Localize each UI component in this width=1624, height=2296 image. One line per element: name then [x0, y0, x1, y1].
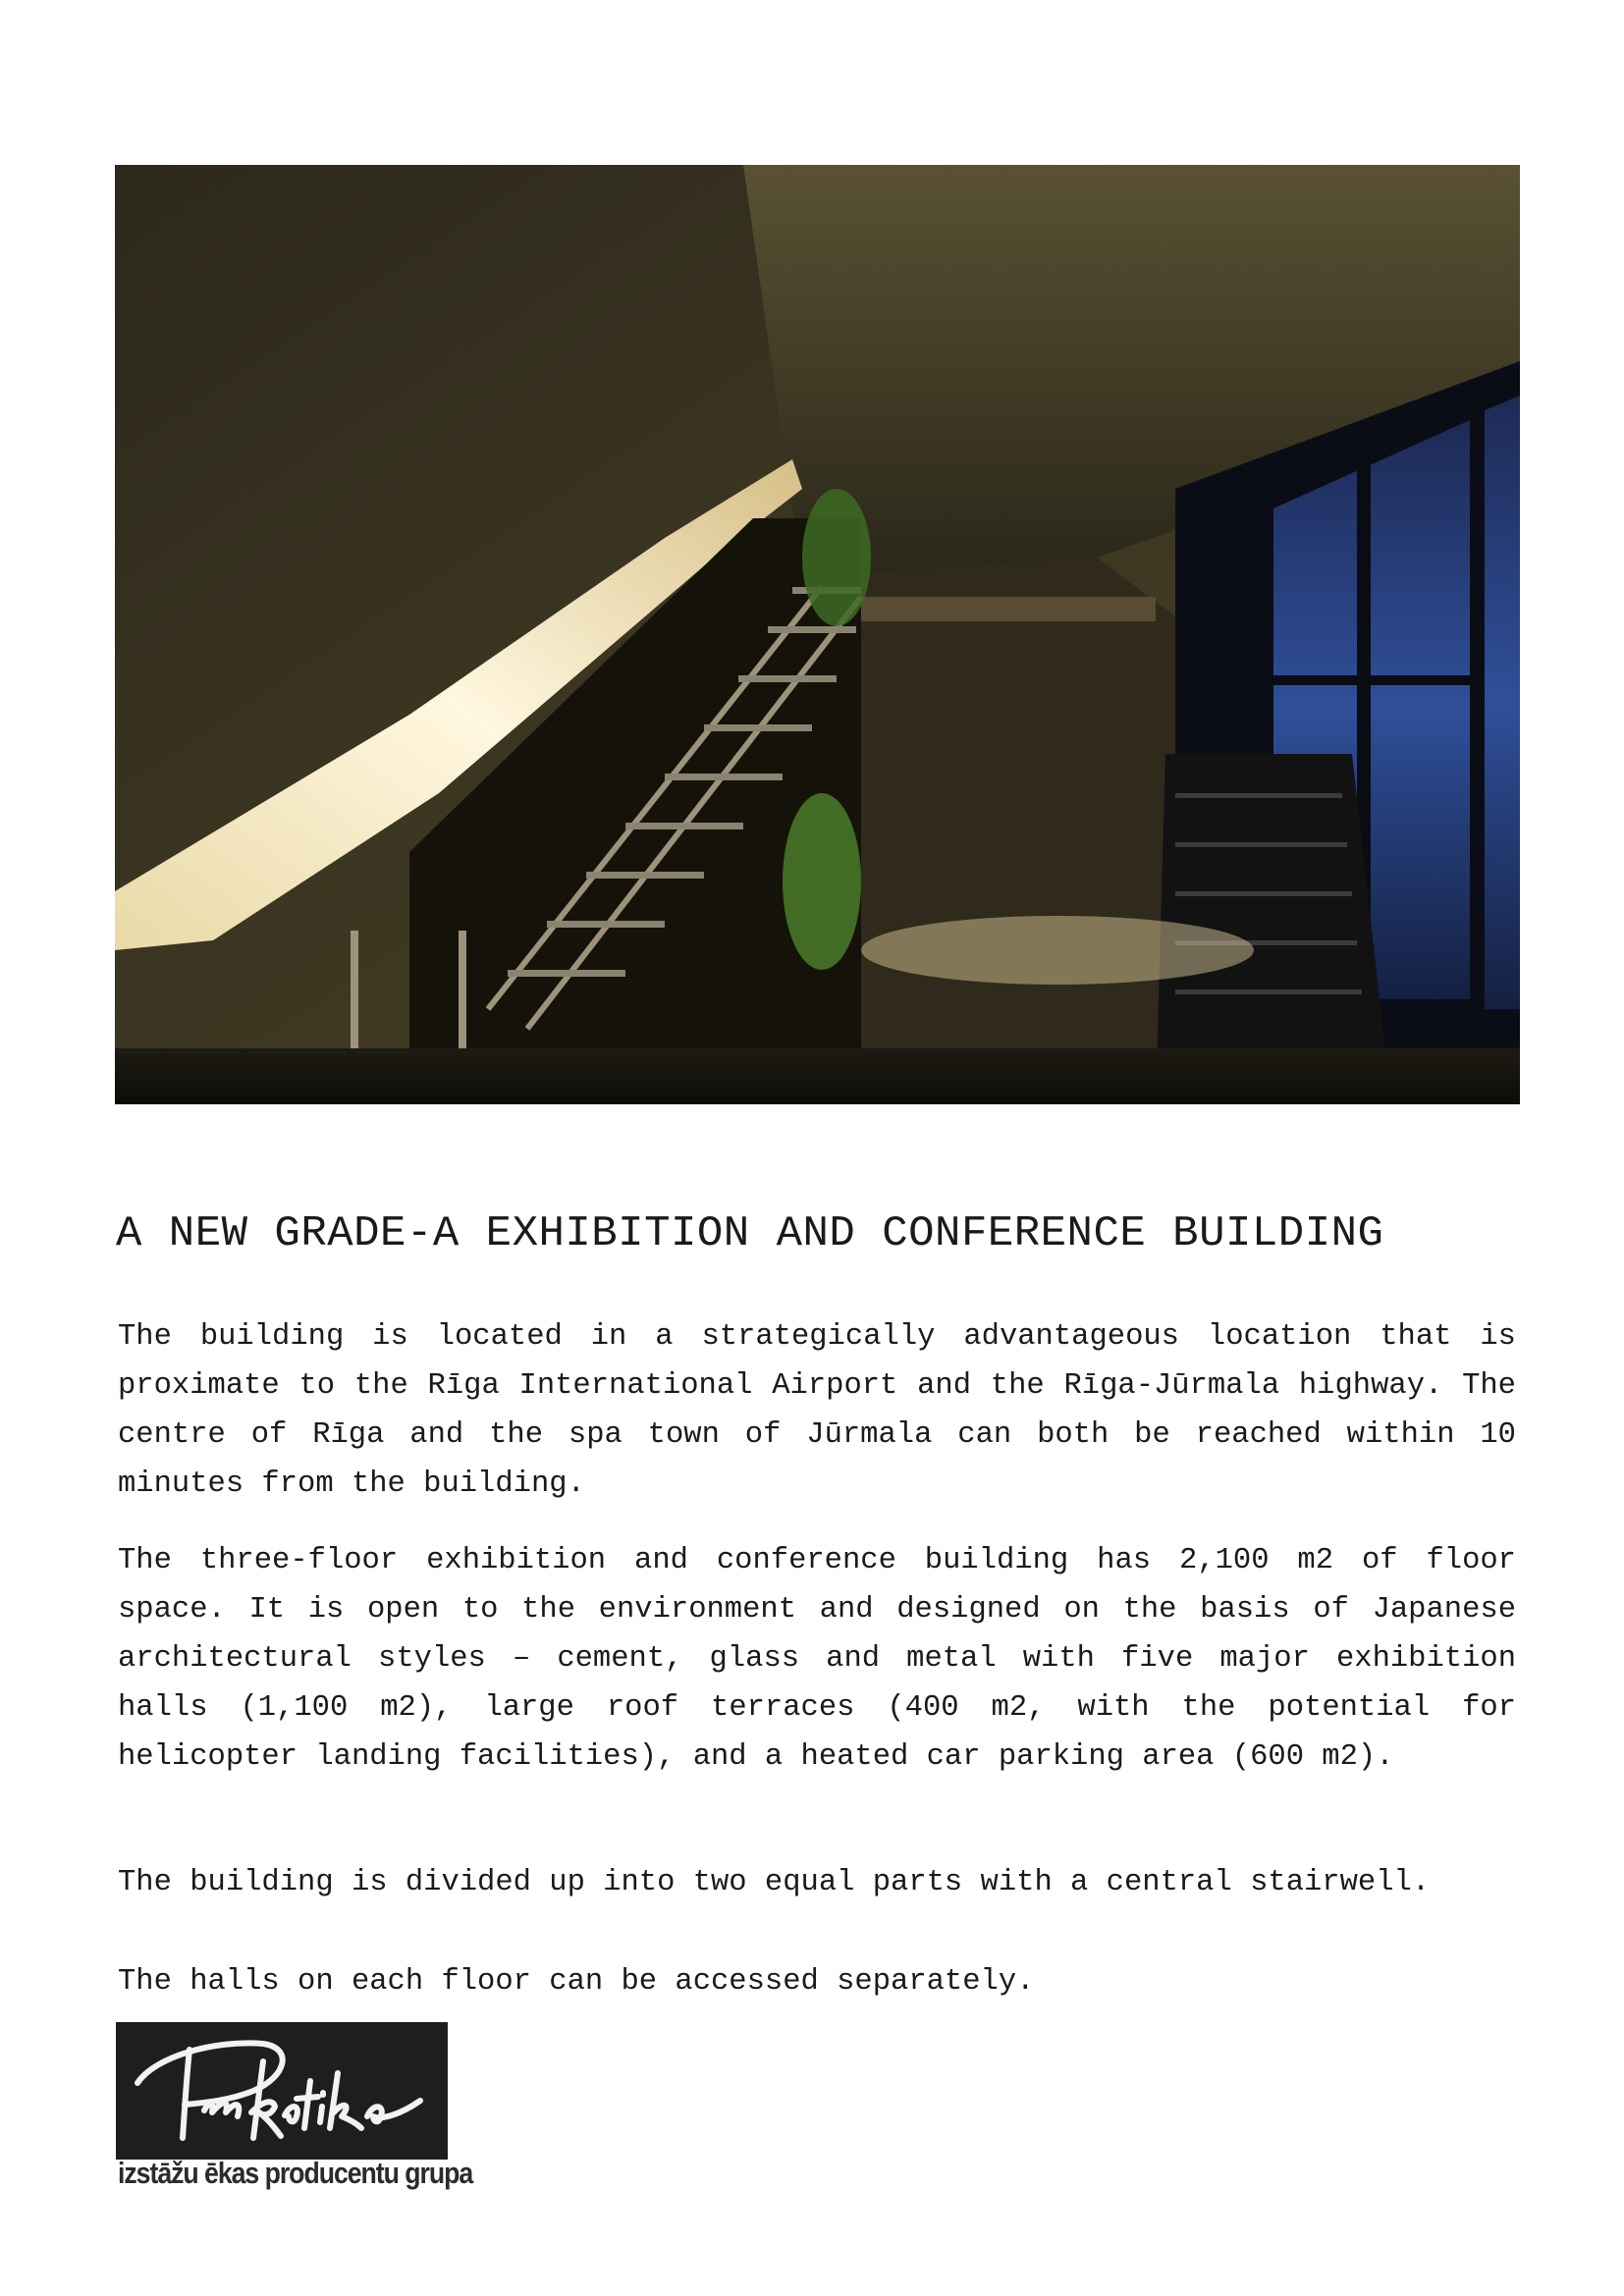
company-logo	[116, 2022, 448, 2160]
stairwell-illustration	[115, 165, 1520, 1104]
page-heading: A NEW GRADE-A EXHIBITION AND CONFERENCE BUILDING	[116, 1209, 1384, 1258]
paragraph-access: The halls on each floor can be accessed separately.	[118, 1965, 1035, 1999]
logo-script-signature	[116, 2022, 448, 2160]
paragraph-location: The building is located in a strategically advantageous location that is proximate to the Rīga International Airport and the Rīga-Jūrmala highway. The centre of Rīga and the spa town of Jūrmala can both be reached within 10 minutes from the building.	[118, 1320, 1516, 1501]
stairwell-photo	[115, 165, 1520, 1104]
paragraph-division: The building is divided up into two equal parts with a central stairwell.	[118, 1866, 1431, 1899]
logo-caption: izstāžu ēkas producentu grupa	[118, 2156, 473, 2190]
paragraph-building-details: The three-floor exhibition and conference building has 2,100 m2 of floor space. It is open to the environment and designed on the basis of Japanese architectural styles – cement, glass and metal with five major exhibition halls (1,100 m2), large roof terraces (400 m2, with the potential for helicopter landing facilities), and a heated car parking area (600 m2).	[118, 1544, 1516, 1774]
